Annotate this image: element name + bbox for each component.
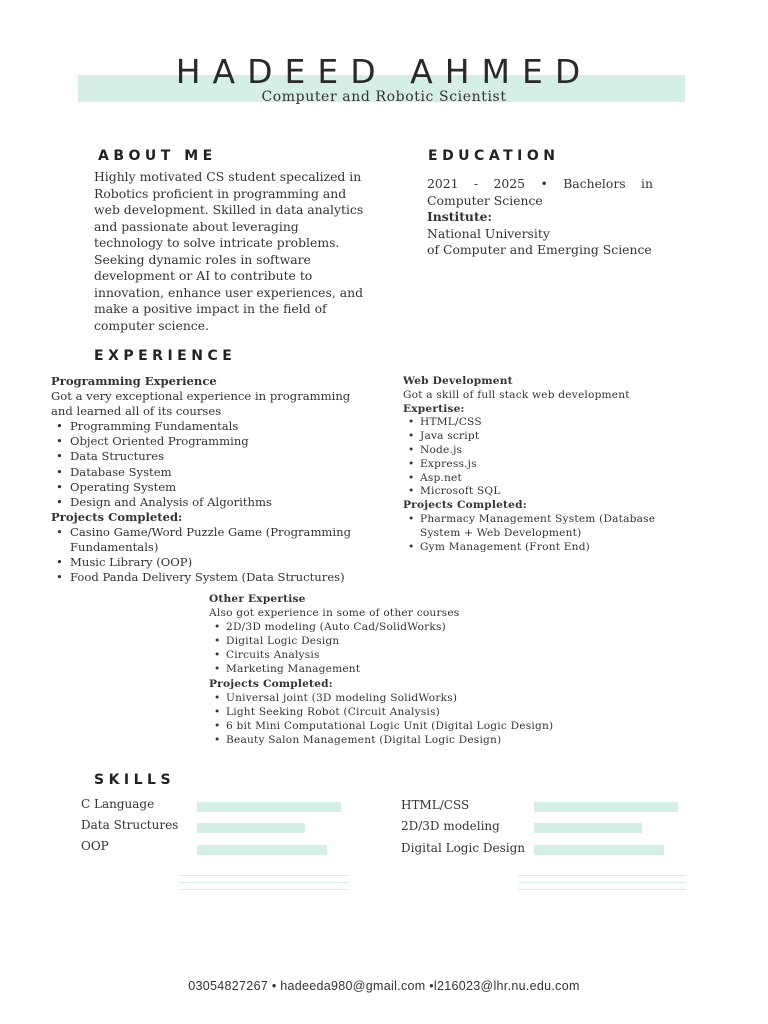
- other-projects-label: Projects Completed:: [209, 677, 333, 690]
- list-item: • Database System: [51, 465, 366, 480]
- experience-heading: EXPERIENCE: [94, 348, 237, 364]
- skill-label: C Language: [81, 797, 155, 811]
- list-item: • Gym Management (Front End): [403, 541, 665, 555]
- programming-projects-label: Projects Completed:: [51, 509, 183, 524]
- list-item: • Object Oriented Programming: [51, 434, 366, 449]
- programming-projects-list: [51, 525, 366, 585]
- other-desc: Also got experience in some of other courses: [209, 607, 460, 620]
- skill-label: 2D/3D modeling: [401, 819, 500, 833]
- skill-bar: [534, 802, 678, 812]
- list-item: • Microsoft SQL: [403, 485, 665, 499]
- programming-experience: [51, 374, 366, 585]
- other-projects-list: [209, 691, 569, 747]
- divider: [518, 882, 686, 883]
- web-projects-list: [403, 513, 665, 554]
- list-item: • Music Library (OOP): [51, 555, 366, 570]
- list-item: • 6 bit Mini Computational Logic Unit (Digital Logic Design): [209, 719, 569, 733]
- education-block: [427, 176, 653, 259]
- list-item: • Marketing Management: [209, 662, 569, 676]
- education-heading: EDUCATION: [428, 148, 560, 164]
- skill-label: Digital Logic Design: [401, 841, 525, 855]
- web-title: Web Development: [403, 375, 513, 387]
- institute-line-1: National University: [427, 225, 550, 241]
- divider: [180, 875, 348, 876]
- list-item: • Node.js: [403, 444, 665, 458]
- other-title: Other Expertise: [209, 593, 306, 605]
- skill-bar: [197, 823, 305, 833]
- list-item: • Operating System: [51, 480, 366, 495]
- programming-courses-list: [51, 419, 366, 510]
- about-heading: ABOUT ME: [98, 148, 217, 164]
- list-item: • Light Seeking Robot (Circuit Analysis): [209, 705, 569, 719]
- skill-bar: [197, 845, 327, 855]
- list-item: • Asp.net: [403, 472, 665, 486]
- list-item: • 2D/3D modeling (Auto Cad/SolidWorks): [209, 620, 569, 634]
- web-development-experience: [403, 375, 665, 554]
- list-item: • Digital Logic Design: [209, 634, 569, 648]
- skill-label: Data Structures: [81, 818, 179, 832]
- list-item: • Beauty Salon Management (Digital Logic Design): [209, 733, 569, 747]
- institute-label: Institute:: [427, 209, 493, 224]
- list-item: • Programming Fundamentals: [51, 419, 366, 434]
- list-item: • Java script: [403, 430, 665, 444]
- programming-desc: Got a very exceptional experience in programming and learned all of its courses: [51, 389, 351, 419]
- other-expertise: [209, 592, 569, 747]
- web-expertise-label: Expertise:: [403, 402, 465, 415]
- contact-info: 03054827267 • hadeeda980@gmail.com •l216023@lhr.nu.edu.com: [188, 979, 580, 993]
- institute-line-2: of Computer and Emerging Science: [427, 242, 652, 257]
- skill-bar: [197, 802, 341, 812]
- skill-label: OOP: [81, 839, 109, 853]
- list-item: • Food Panda Delivery System (Data Structures): [51, 570, 366, 585]
- skill-bar: [534, 823, 642, 833]
- list-item: • HTML/CSS: [403, 416, 665, 430]
- skills-heading: SKILLS: [94, 772, 176, 788]
- list-item: • Universal joint (3D modeling SolidWorks): [209, 691, 569, 705]
- skill-bar: [534, 845, 664, 855]
- list-item: • Data Structures: [51, 449, 366, 464]
- person-name: HADEED AHMED: [175, 52, 593, 91]
- list-item: • Design and Analysis of Algorithms: [51, 495, 366, 510]
- divider: [180, 882, 348, 883]
- list-item: • Pharmacy Management System (Database System + Web Development): [403, 513, 665, 541]
- list-item: • Circuits Analysis: [209, 648, 569, 662]
- education-period: 2021 - 2025 • Bachelors in Computer Science: [427, 176, 653, 208]
- web-desc: Got a skill of full stack web development: [403, 388, 630, 401]
- skill-label: HTML/CSS: [401, 798, 470, 812]
- divider: [518, 875, 686, 876]
- list-item: • Express.js: [403, 458, 665, 472]
- list-item: • Casino Game/Word Puzzle Game (Programming Fundamentals): [51, 525, 366, 555]
- about-text: Highly motivated CS student specalized in Robotics proficient in programming and web development. Skilled in data analytics and passionate about leveraging technology to solve intricate problems. Seeking dynamic roles in software development or AI to contribute to innovation, enhance user experiences, and make a positive impact in the field of computer science.: [94, 169, 364, 333]
- web-expertise-list: [403, 416, 665, 499]
- divider: [518, 889, 686, 890]
- programming-title: Programming Experience: [51, 374, 217, 388]
- web-projects-label: Projects Completed:: [403, 499, 527, 512]
- job-title: Computer and Robotic Scientist: [261, 89, 507, 105]
- other-courses-list: [209, 620, 569, 676]
- divider: [180, 889, 348, 890]
